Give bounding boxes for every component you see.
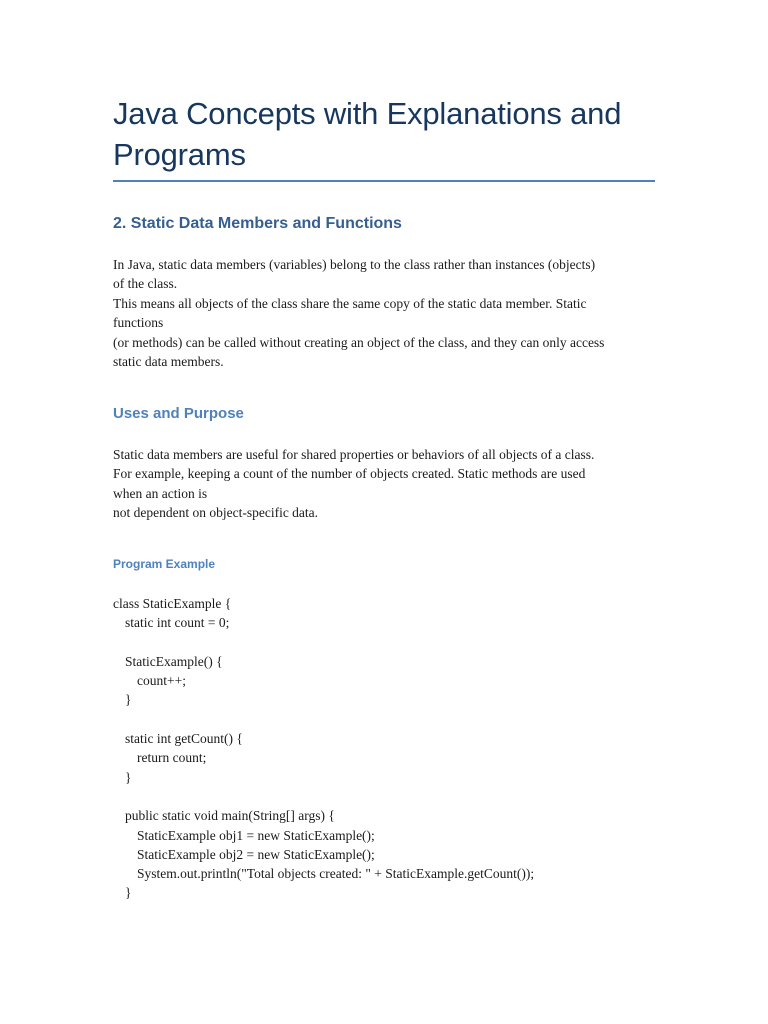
- paragraph-line: static data members.: [113, 353, 224, 369]
- purpose-paragraph: [113, 445, 658, 523]
- code-line: return count;: [137, 750, 207, 766]
- paragraph-line: of the class.: [113, 276, 178, 292]
- code-line: static int getCount() {: [125, 731, 243, 747]
- code-line: [113, 787, 658, 806]
- code-line: [113, 710, 658, 729]
- code-line: static int count = 0;: [125, 615, 230, 631]
- paragraph-line: For example, keeping a count of the number of objects created. Static methods are used: [113, 466, 586, 482]
- code-line: [113, 633, 658, 652]
- program-example-heading: Program Example: [113, 557, 216, 571]
- code-line: class StaticExample {: [113, 596, 232, 611]
- section-heading: 2. Static Data Members and Functions: [113, 215, 402, 232]
- code-line: StaticExample() {: [125, 653, 223, 669]
- code-line: count++;: [137, 673, 186, 689]
- paragraph-line: functions: [113, 315, 164, 331]
- paragraph-line: (or methods) can be called without creating an object of the class, and they can only access: [113, 334, 605, 350]
- code-line: }: [125, 692, 132, 708]
- code-line: StaticExample obj2 = new StaticExample();: [137, 846, 375, 862]
- paragraph-line: Static data members are useful for shared properties or behaviors of all objects of a class.: [113, 447, 595, 462]
- title-underline-divider: [113, 180, 655, 182]
- code-line: }: [125, 885, 132, 901]
- code-line: StaticExample obj1 = new StaticExample();: [137, 827, 375, 843]
- subheading-uses-and-purpose: Uses and Purpose: [113, 405, 244, 422]
- paragraph-line: This means all objects of the class share the same copy of the static data member. Static: [113, 295, 587, 311]
- intro-paragraph: [113, 255, 658, 371]
- paragraph-line: not dependent on object-specific data.: [113, 505, 319, 521]
- code-block: [113, 594, 658, 903]
- code-line: System.out.println("Total objects created: " + StaticExample.getCount());: [137, 866, 535, 882]
- paragraph-line: In Java, static data members (variables) belong to the class rather than instances (objects): [113, 257, 596, 272]
- document-title: Java Concepts with Explanations and Programs: [113, 96, 622, 172]
- code-line: }: [125, 769, 132, 785]
- code-line: public static void main(String[] args) {: [125, 808, 335, 824]
- paragraph-line: when an action is: [113, 485, 208, 501]
